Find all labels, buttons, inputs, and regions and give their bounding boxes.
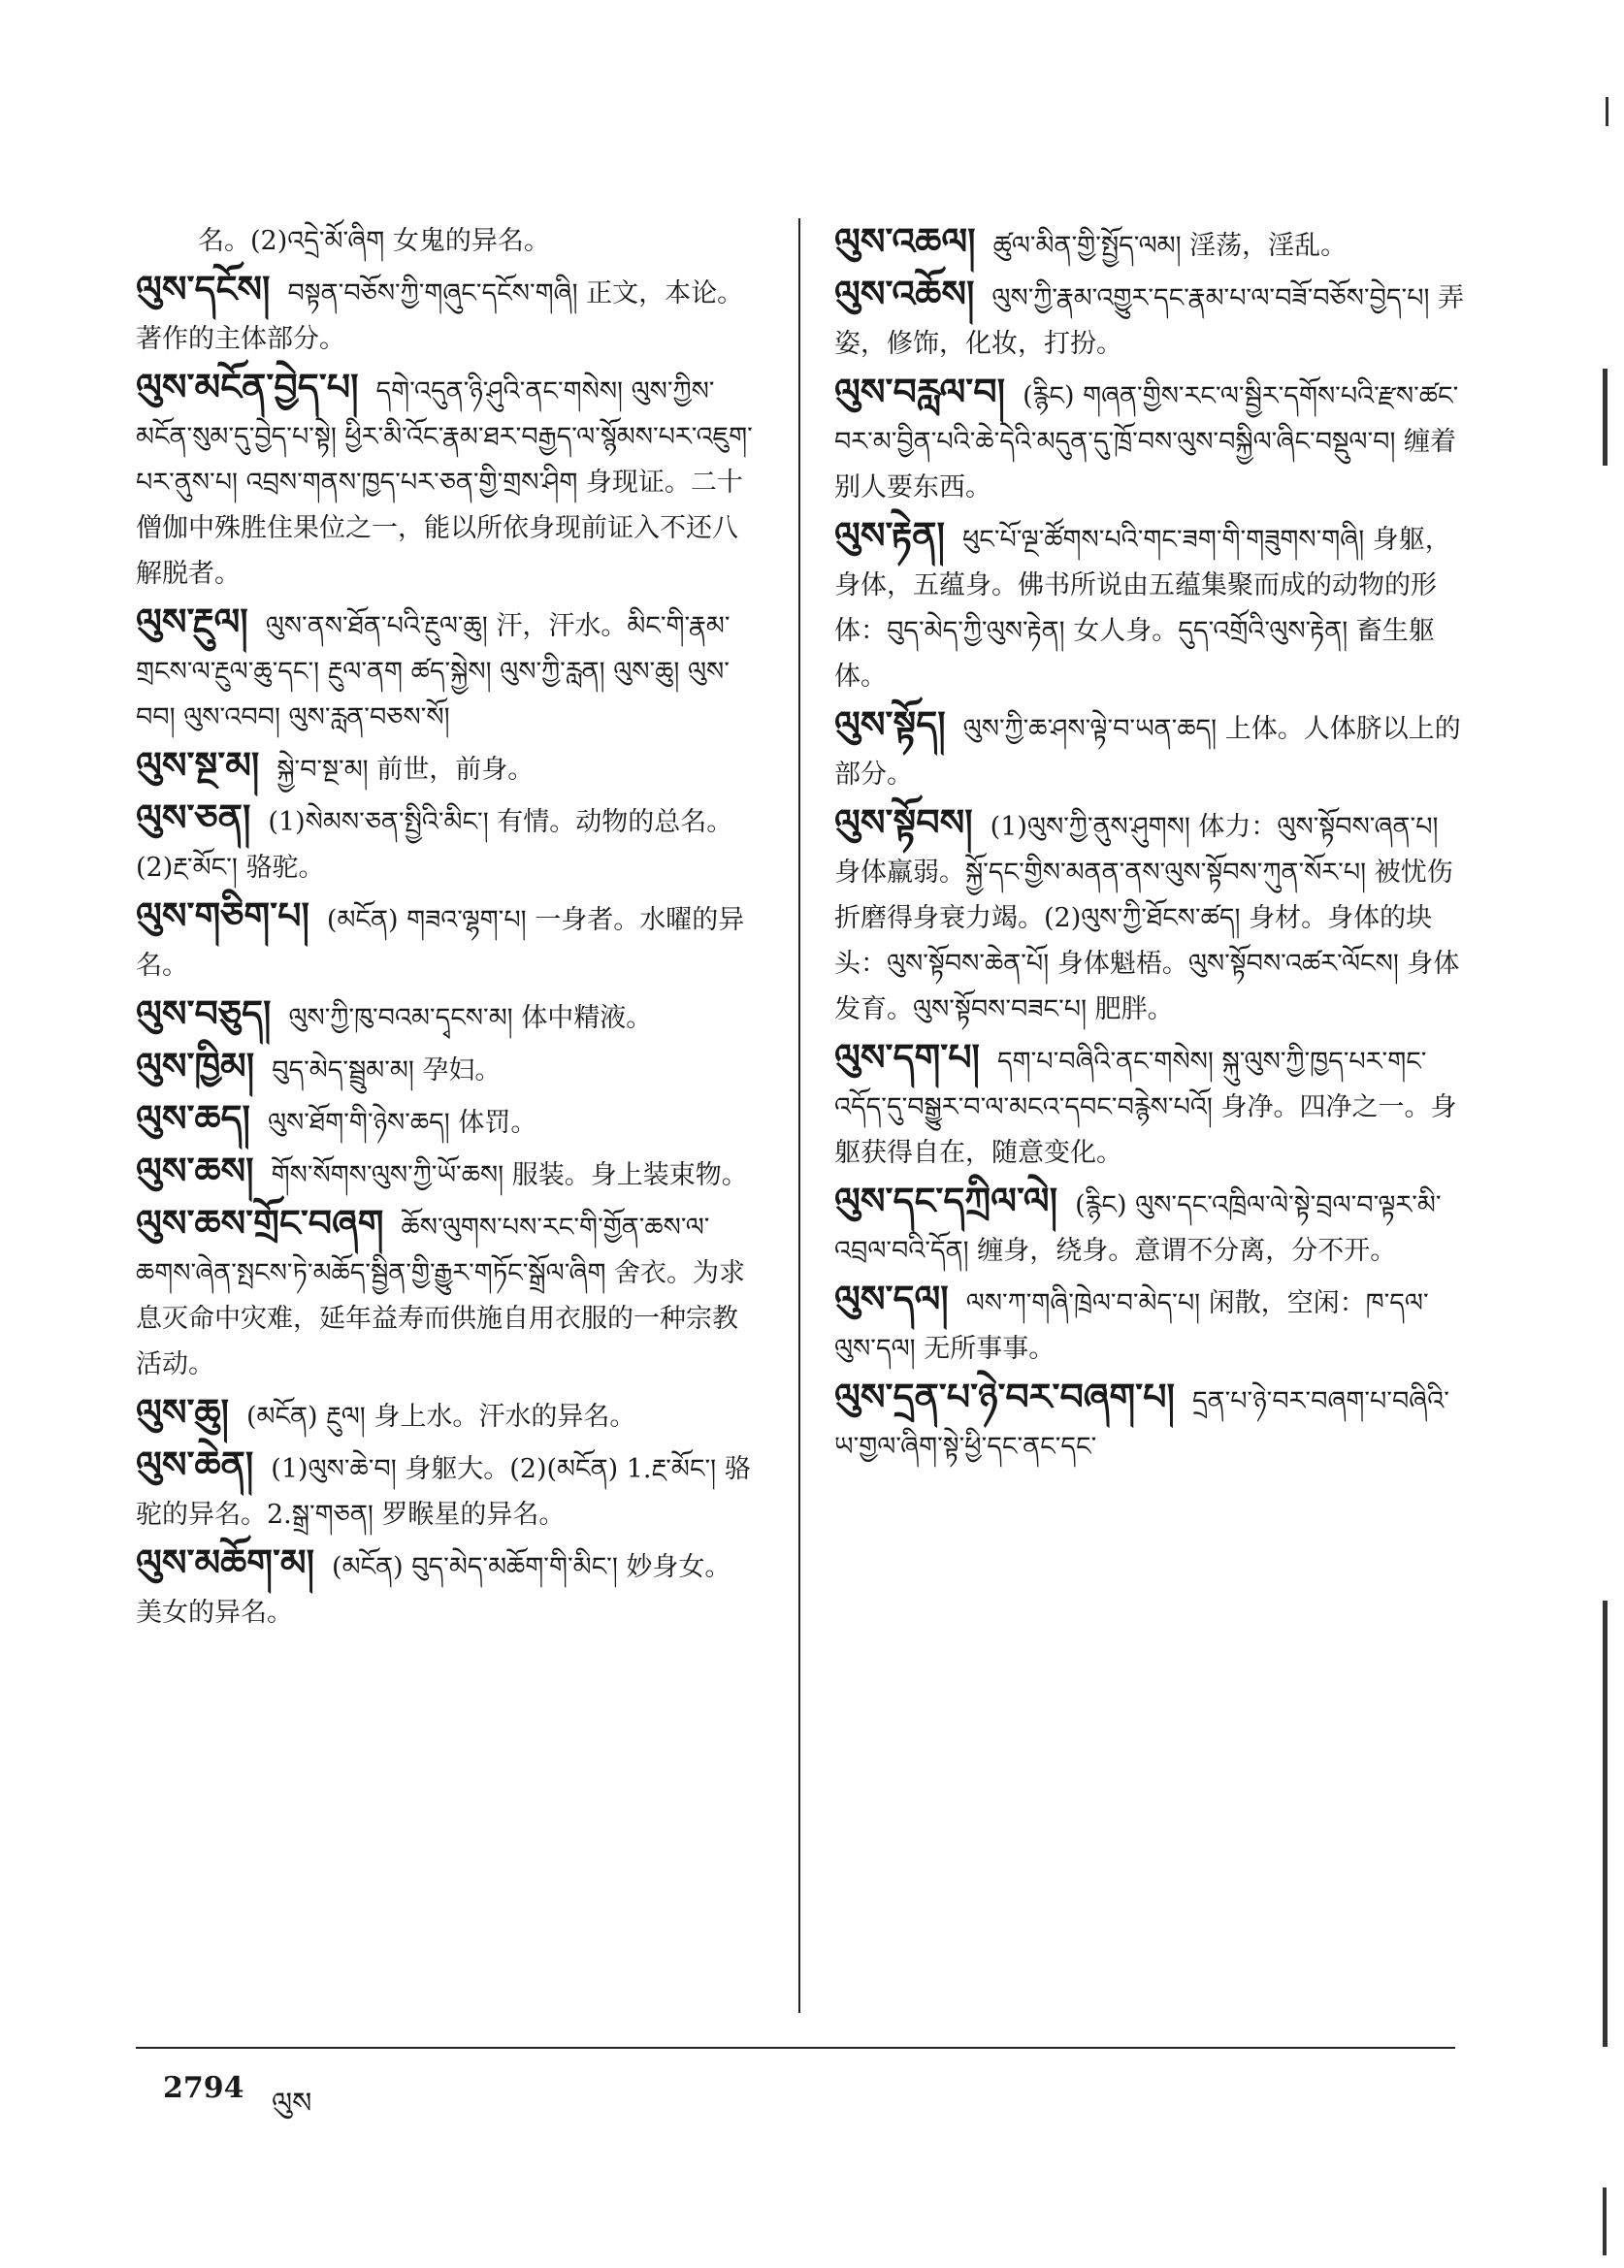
entry-headword: ལུས་སྟོད།	[834, 702, 946, 746]
dictionary-entry	[136, 1148, 757, 1198]
right-column	[834, 218, 1465, 1472]
scan-edge-mark	[1603, 1601, 1608, 2047]
dictionary-entry	[834, 1276, 1465, 1372]
entry-definition: ལུས་ཀྱི་རྣམ་འགྱུར་དང་རྣམ་པ་ལ་བཟོ་བཅོས་བྱེད་པ། 弄姿，修饰，化妆，打扮。	[834, 283, 1465, 359]
entry-definition: (རྙིང) གཞན་གྱིས་རང་ལ་སྦྱིར་དགོས་པའི་རྫས་ཚང་བར་མ་བྱིན་པའི་ཆེ་དེའི་མདུན་དུ་ཁྲོ་བས་ལུས་བསྐྱིལ་ཞིང་བསྡུལ་བ། 缠着别人要东西。	[834, 381, 1459, 502]
entry-definition: དྲན་པ་ཉེ་བར་བཞག་པ་བཞིའི་ཡ་གྱལ་ཞིག་སྟེ་ཕྱི་དང་ནང་དང་	[834, 1386, 1449, 1462]
dictionary-entry	[834, 218, 1465, 269]
scan-edge-mark	[1606, 97, 1608, 126]
dictionary-entry	[136, 794, 757, 891]
dictionary-entry	[834, 701, 1465, 797]
entry-headword: ལུས་མཆོག་མ།	[136, 1540, 315, 1584]
running-head: ལུས	[272, 2087, 312, 2121]
entry-definition: (མངོན) རྔུལ། 身上水。汗水的异名。	[245, 1402, 636, 1432]
entry-headword: ལུས་བརླལ་བ།	[834, 370, 1006, 413]
dictionary-entry	[136, 1095, 757, 1146]
entry-headword: ལུས་དང་དཀྲིལ་ལེ།	[834, 1179, 1058, 1222]
entry-definition: ལུས་ཀྱི་ཆ་ཤས་ལྟེ་བ་ཡན་ཆད། 上体。人体脐以上的部分。	[834, 714, 1461, 790]
entry-definition: གོས་སོགས་ལུས་ཀྱི་ཡོ་ཆས། 服装。身上装束物。	[271, 1160, 748, 1190]
entry-headword: ལུས་རྔུལ།	[136, 599, 248, 643]
dictionary-entry	[136, 1389, 757, 1440]
dictionary-entry	[834, 512, 1465, 699]
footer-rule	[136, 2047, 1455, 2049]
entry-definition: བསྟན་བཅོས་ཀྱི་གཞུང་དངོས་གཞི། 正文，本论。著作的主体部分。	[136, 278, 744, 354]
dictionary-entry	[136, 1043, 757, 1093]
dictionary-entry	[136, 1539, 757, 1636]
dictionary-entry	[136, 742, 757, 793]
entry-definition: ལུས་ནས་ཐོན་པའི་རྔུལ་ཆུ། 汗，汗水。མིང་གི་རྣམ་གྲངས་ལ་རྔུལ་ཆུ་དང་། རྔུལ་ནག ཚད་སྐྱེས། ལུས་ཀྱི་རླན། ལུས་ཆུ། ལུས་བབ། ལུས་འབབ། ལུས་རླན་བཅས་སོ།	[136, 611, 731, 732]
column-divider	[798, 218, 800, 2013]
left-column	[136, 218, 757, 1637]
scan-edge-mark	[1603, 369, 1608, 466]
entry-definition: (1)ལུས་ཆེ་བ། 身躯大。(2)(མངོན) 1.རྔ་མོང་། 骆驼的异名。2.སྒྲ་གཅན། 罗睺星的异名。	[136, 1454, 751, 1530]
entry-headword: ལུས་ཅན།	[136, 795, 251, 839]
entry-headword: ལུས་ཆེན།	[136, 1442, 254, 1486]
dictionary-entry	[136, 1442, 757, 1538]
entry-definition: བུད་མེད་སྦྲུམ་མ། 孕妇。	[272, 1055, 502, 1085]
entry-headword: ལུས་ཆས་གྲོང་བཞག	[136, 1201, 384, 1245]
entry-definition: ཚུལ་མིན་གྱི་སྤྱོད་ལམ། 淫荡，淫乱。	[992, 231, 1348, 261]
entry-definition: (1)ལུས་ཀྱི་ནུས་ཤུགས། 体力：ལུས་སྟོབས་ཞན་པ། 身体羸弱。སྐྱོ་དང་གྱིས་མནན་ནས་ལུས་སྟོབས་ཀུན་སོར་པ། 被忧伤折磨得身衰力竭。(2)ལུས་ཀྱི་ཐོངས་ཚད། 身材。身体的块头：ལུས་སྟོབས་ཆེན་པོ། 身体魁梧。ལུས་སྟོབས་འཚར་ལོངས། 身体发育。ལུས་སྟོབས་བཟང་པ། 肥胖。	[834, 812, 1460, 1024]
dictionary-entry	[136, 599, 757, 740]
entry-headword: ལུས་ཆུ།	[136, 1390, 229, 1434]
entry-definition: (མངོན) གཟའ་ལྷག་པ། 一身者。水曜的异名。	[136, 905, 745, 981]
entry-definition: ཆོས་ལུགས་པས་རང་གི་གྱོན་ཆས་ལ་ཆགས་ཞེན་སྤངས་ཏེ་མཆོད་སྦྱིན་གྱི་རྒྱུར་གཏོང་སྒྲོལ་ཞིག 舍衣。为求息灭命中灾难，延年益寿而供施自用衣服的一种宗教活动。	[136, 1213, 746, 1379]
entry-definition: 名。(2)འདྲེ་མོ་ཞིག 女鬼的异名。	[198, 226, 550, 256]
entry-headword: ལུས་ཆད།	[136, 1096, 250, 1140]
entry-headword: ལུས་མངོན་བྱེད་པ།	[136, 365, 359, 408]
entry-headword: ལུས་བཅུད།	[136, 991, 272, 1035]
entry-definition: (1)སེམས་ཅན་སྤྱིའི་མིང་། 有情。动物的总名。(2)རྔ་མོང་། 骆驼。	[136, 807, 733, 883]
entry-headword: ལུས་དངོས།	[136, 267, 271, 310]
entry-definition: ལས་ཀ་གཞི་ཁྲེལ་བ་མེད་པ། 闲散，空闲：ཁ་དལ་ལུས་དལ། 无所事事。	[834, 1288, 1429, 1364]
scan-edge-mark	[1603, 2187, 1607, 2255]
page-number: 2794	[163, 2071, 244, 2105]
dictionary-entry	[136, 892, 757, 988]
entry-definition: སྐྱེ་བ་སྔ་མ། 前世，前身。	[276, 755, 535, 785]
dictionary-entry	[834, 1374, 1465, 1470]
entry-headword: ལུས་ཆས།	[136, 1149, 254, 1192]
entry-headword: ལུས་གཅིག་པ།	[136, 893, 309, 937]
entry-definition: ཕུང་པོ་ལྔ་ཚོགས་པའི་གང་ཟག་གི་གཟུགས་གཞི། 身躯，身体，五蕴身。佛书所说由五蕴集聚而成的动物的形体：བུད་མེད་ཀྱི་ལུས་རྟེན། 女人身。དུད་འགྲོའི་ལུས་རྟེན། 畜生躯体。	[834, 525, 1451, 692]
entry-definition: དག་པ་བཞིའི་ནང་གསེས། སྐུ་ལུས་ཀྱི་ཁྱད་པར་གང་འདོད་དུ་བསྒྱུར་བ་ལ་མངའ་དབང་བརྙེས་པའོ། 身净。四净之一。身躯获得自在，随意变化。	[834, 1047, 1457, 1168]
entry-definition: ལུས་ཀྱི་ཁུ་བའམ་དྭངས་མ། 体中精液。	[288, 1003, 653, 1033]
entry-definition: (རྙིང) ལུས་དང་འཁྲིལ་ལེ་སྟེ་བྲལ་བ་ལྟར་མི་འབྲལ་བའི་དོན། 缠身，绕身。意谓不分离，分不开。	[834, 1190, 1442, 1266]
dictionary-entry	[834, 799, 1465, 1032]
dictionary-entry	[136, 1200, 757, 1387]
dictionary-entry	[136, 218, 757, 264]
entry-definition: (མངོན) བུད་མེད་མཆོག་གི་མིང་། 妙身女。美女的异名。	[136, 1552, 731, 1628]
dictionary-entry	[136, 990, 757, 1041]
dictionary-entry	[136, 266, 757, 362]
dictionary-entry	[834, 271, 1465, 367]
entry-headword: ལུས་སྟོབས།	[834, 800, 973, 844]
entry-headword: ལུས་རྟེན།	[834, 513, 945, 557]
entry-headword: ལུས་སྔ་མ།	[136, 743, 260, 787]
dictionary-entry	[136, 364, 757, 597]
dictionary-entry	[834, 1178, 1465, 1274]
entry-headword: ལུས་ཁྱིམ།	[136, 1044, 255, 1087]
entry-headword: ལུས་དལ།	[834, 1277, 949, 1320]
entry-headword: ལུས་འཆོས།	[834, 272, 975, 315]
entry-definition: ལུས་ཐོག་གི་ཉེས་ཆད། 体罚。	[267, 1108, 537, 1138]
dictionary-entry	[834, 1034, 1465, 1176]
entry-headword: ལུས་དྲན་པ་ཉེ་བར་བཞག་པ།	[834, 1375, 1175, 1418]
entry-definition: དགེ་འདུན་ཉི་ཤུའི་ནང་གསེས། ལུས་ཀྱིས་མངོན་སུམ་དུ་བྱེད་པ་སྟེ། ཕྱིར་མི་འོང་རྣམ་ཐར་བརྒྱད་ལ་སྙོམས་པར་འཇུག་པར་ནུས་པ། འབྲས་གནས་ཁྱད་པར་ཅན་གྱི་གྲས་ཤིག 身现证。二十僧伽中殊胜住果位之一，能以所依身现前证入不还八解脱者。	[136, 376, 753, 589]
entry-headword: ལུས་འཆལ།	[834, 219, 976, 263]
entry-headword: ལུས་དག་པ།	[834, 1035, 980, 1079]
dictionary-entry	[834, 369, 1465, 510]
